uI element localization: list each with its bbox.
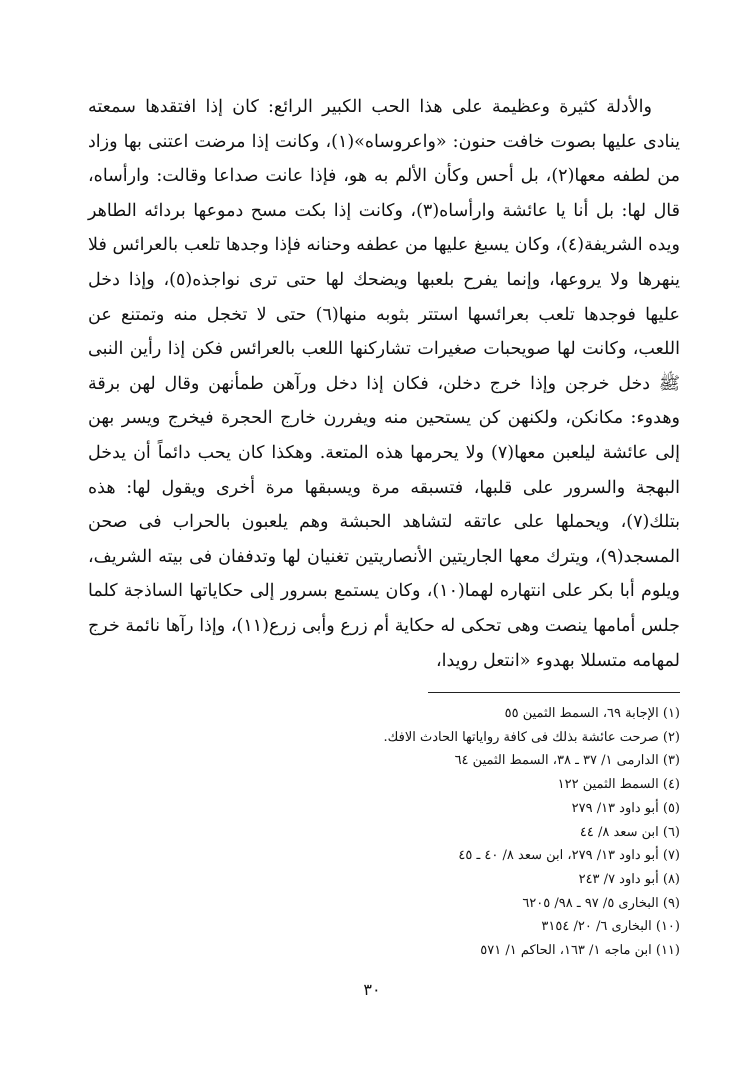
main-text-block: [88, 90, 680, 678]
footnote-1: (١) الإجابة ٦٩، السمط الثمين ٥٥: [504, 706, 680, 721]
footnote-4: (٤) السمط الثمين ١٢٢: [557, 777, 680, 793]
footnote-separator: [428, 692, 680, 693]
footnote-11: (١١) ابن ماجه ١/ ١٦٣، الحاكم ١/ ٥٧١: [480, 943, 680, 959]
footnote-2: (٢) صرحت عائشة بذلك فى كافة رواياتها الحادث الافك.: [383, 729, 680, 745]
footnote-5: (٥) أبو داود ١٣/ ٢٧٩: [571, 800, 680, 816]
footnote-3: (٣) الدارمى ١/ ٣٧ ـ ٣٨، السمط الثمين ٦٤: [454, 753, 680, 769]
footnotes-list: [88, 702, 680, 963]
footnote-7: (٧) أبو داود ١٣/ ٢٧٩، ابن سعد ٨/ ٤٠ ـ ٤٥: [458, 848, 680, 864]
footnote-6: (٦) ابن سعد ٨/ ٤٤: [579, 824, 680, 840]
footnote-10: (١٠) البخارى ٦/ ٢٠/ ٣١٥٤: [541, 919, 680, 935]
main-paragraph: والأدلة كثيرة وعظيمة على هذا الحب الكبير الرائع: كان إذا افتقدها سمعته ينادى عليها بصوت خافت حنون: «واعروساه»(١)، وكانت إذا مرضت اعتنى بها وزاد من لطفه معها(٢)، بل أحس وكأن الألم به هو، فإذا عانت صداعا وقالت: وارأساه، قال لها: بل أنا يا عائشة وارأساه(٣)، وكانت إذا بكت مسح دموعها بردائه الطاهر ويده الشريفة(٤)، وكان يسبغ عليها من عطفه وحنانه فإذا وجدها تلعب بالعرائس فلا ينهرها ولا يروعها، وإنما يفرح بلعبها ويضحك لها حتى ترى نواجذه(٥)، وإذا دخل عليها فوجدها تلعب بعرائسها استتر بثوبه منها(٦) حتى لا تخجل منه وتمتنع عن اللعب، وكانت لها صويحبات صغيرات تشاركنها اللعب بالعرائس فكن إذا رأين النبى ﷺ دخل خرجن وإذا خرج دخلن، فكان إذا دخل ورآهن طمأنهن وقال لهن برقة وهدوء: مكانكن، ولكنهن كن يستحين منه ويفررن خارج الحجرة فيخرج ويسر بهن إلى عائشة ليلعبن معها(٧) ولا يحرمها هذه المتعة. وهكذا كان يحب دائماً أن يدخل البهجة والسرور على قلبها، فتسبقه مرة ويسبقها مرة أخرى ويقول لها: هذه بتلك(٧)، ويحملها على عاتقه لتشاهد الحبشة وهم يلعبون بالحراب فى صحن المسجد(٩)، ويترك معها الجاريتين الأنصاريتين تغنيان لها وتدففان فى بيته الشريف، ويلوم أبا بكر على انتهاره لهما(١٠)، وكان يستمع بسرور إلى حكاياتها الساذجة كلما جلس أمامها ينصت وهى تحكى له حكاية أم زرع وأبى زرع(١١)، وإذا رآها نائمة خرج لمهامه متسللا بهدوء «انتعل رويدا،: [88, 97, 680, 671]
footnote-8: (٨) أبو داود ٧/ ٢٤٣: [578, 871, 680, 887]
footnote-9: (٩) البخارى ٥/ ٩٧ ـ ٩٨/ ٦٢٠٥: [522, 895, 680, 911]
page-number: ٣٠: [363, 980, 381, 999]
